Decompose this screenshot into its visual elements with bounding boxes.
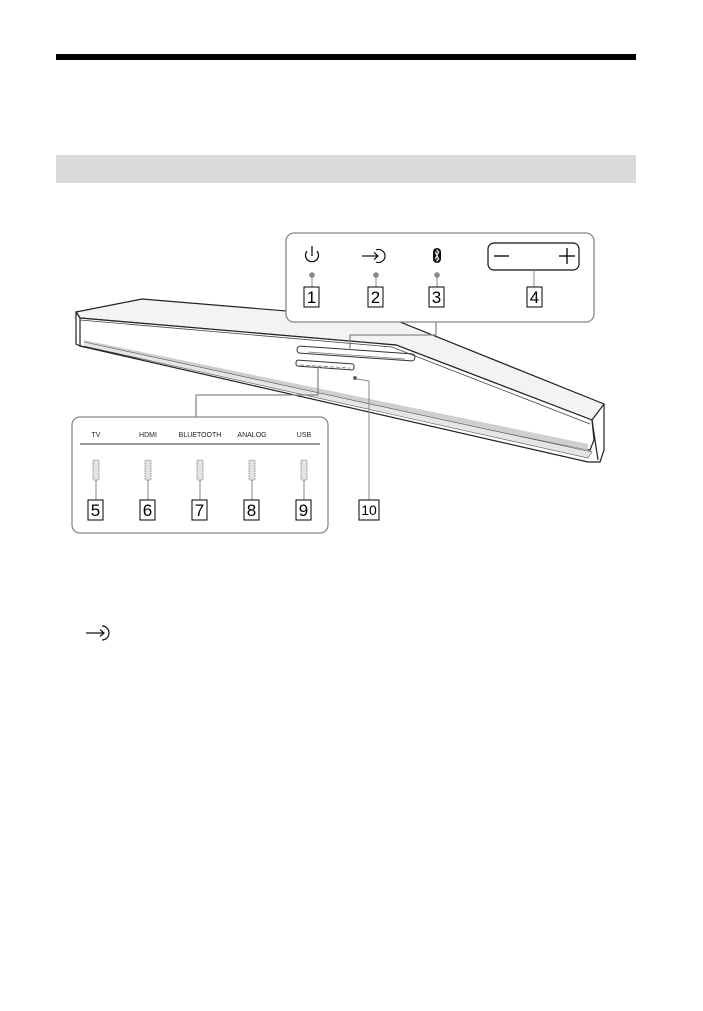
svg-text:8: 8: [246, 501, 257, 520]
svg-text:3: 3: [431, 288, 442, 307]
svg-text:2: 2: [370, 288, 381, 307]
label-usb: USB: [296, 432, 312, 439]
svg-text:9: 9: [298, 501, 309, 520]
callout-2: [368, 287, 383, 307]
svg-text:10: 10: [361, 502, 377, 518]
callout-9: [296, 500, 311, 520]
indicator-led-usb: [301, 460, 307, 480]
callout-4: [527, 287, 542, 307]
bluetooth-icon: [433, 248, 441, 263]
input-icon: [86, 626, 109, 640]
callout-6: [140, 500, 155, 520]
callout-8: [244, 500, 259, 520]
indicator-led-analog: [249, 460, 255, 480]
callout-1: [304, 287, 319, 307]
label-hdmi: HDMI: [139, 432, 157, 439]
callout-7: [192, 500, 207, 520]
svg-text:6: 6: [142, 501, 153, 520]
svg-text:1: 1: [306, 288, 317, 307]
indicator-led-tv: [93, 460, 99, 480]
label-analog: ANALOG: [237, 432, 267, 439]
svg-text:4: 4: [529, 288, 540, 307]
indicator-led-hdmi: [145, 460, 151, 480]
label-tv: TV: [91, 432, 101, 439]
callout-3: [429, 287, 444, 307]
indicator-led-bluetooth: [197, 460, 203, 480]
label-bluetooth: BLUETOOTH: [178, 432, 222, 439]
svg-text:5: 5: [90, 501, 101, 520]
svg-text:7: 7: [194, 501, 205, 520]
callout-5: [88, 500, 103, 520]
